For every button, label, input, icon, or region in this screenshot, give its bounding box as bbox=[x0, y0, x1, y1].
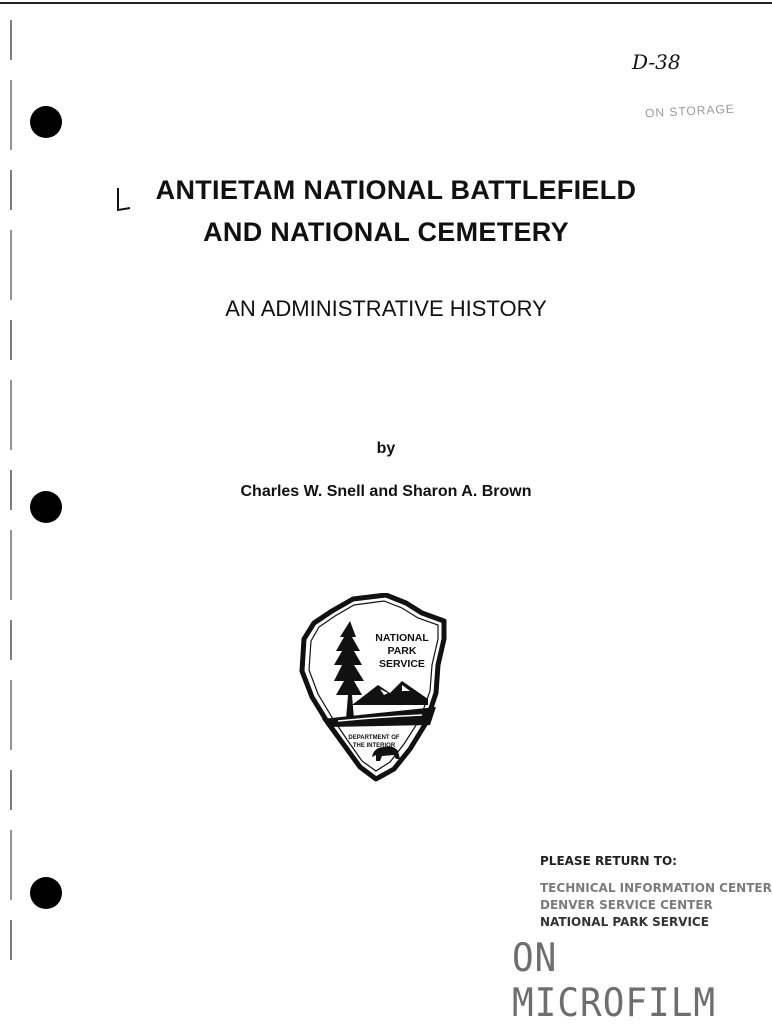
logo-text-service: SERVICE bbox=[379, 658, 425, 670]
return-stamp-line-1: TECHNICAL INFORMATION CENTER bbox=[540, 881, 772, 895]
top-edge-line bbox=[0, 2, 772, 4]
punch-hole-top bbox=[30, 106, 62, 138]
return-stamp-line-2: DENVER SERVICE CENTER bbox=[540, 898, 713, 912]
return-address-stamp bbox=[540, 853, 772, 931]
logo-text-park: PARK bbox=[387, 645, 417, 657]
storage-stamp: ON STORAGE bbox=[644, 101, 736, 121]
logo-text-department: DEPARTMENT OF bbox=[348, 735, 400, 741]
return-stamp-line-3: NATIONAL PARK SERVICE bbox=[540, 915, 709, 929]
title-line-1: ANTIETAM NATIONAL BATTLEFIELD bbox=[155, 175, 637, 205]
document-id: D-38 bbox=[632, 50, 681, 74]
nps-arrowhead-logo bbox=[298, 593, 448, 783]
authors: Charles W. Snell and Sharon A. Brown bbox=[240, 483, 532, 500]
return-stamp-heading: PLEASE RETURN TO: bbox=[540, 854, 677, 868]
byline-by: by bbox=[376, 440, 396, 457]
punch-hole-bottom bbox=[30, 877, 62, 909]
logo-text-interior: THE INTERIOR bbox=[352, 743, 396, 749]
microfilm-stamp: ON MICROFILM bbox=[512, 935, 717, 1026]
subtitle: AN ADMINISTRATIVE HISTORY bbox=[225, 296, 547, 321]
logo-text-national: NATIONAL bbox=[375, 632, 429, 644]
title-line-2: AND NATIONAL CEMETERY bbox=[203, 217, 569, 247]
